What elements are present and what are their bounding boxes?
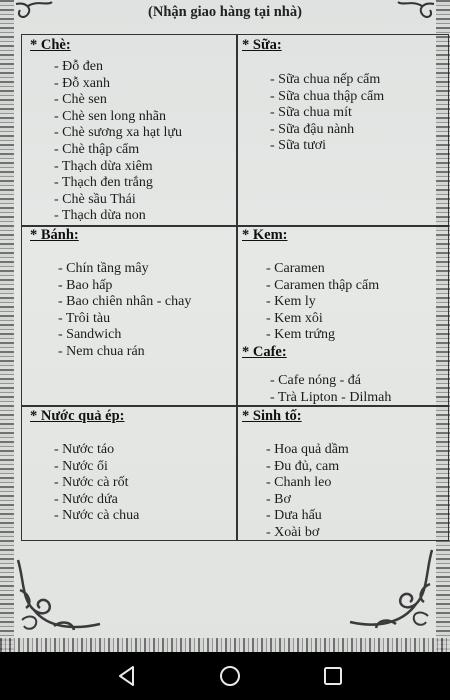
row-divider [22, 225, 448, 227]
list-banh [58, 261, 191, 361]
list-item: - Nước cà chua [54, 508, 140, 524]
list-item: - Xoài bơ [266, 524, 320, 540]
list-item: - Caramen [266, 261, 325, 276]
section-title-nuoc-qua-ep: * Nước quả ép: [30, 408, 125, 424]
list-item: - Chè sương xa hạt lựu [54, 125, 182, 141]
corner-ornament-bottom-left-icon [14, 550, 104, 638]
list-item: - Nước cà rốt [54, 475, 129, 491]
list-item: - Sữa chua mít [270, 105, 352, 121]
list-item: - Nem chua rán [58, 343, 145, 359]
list-item: - Sữa chua nếp cẩm [270, 72, 381, 87]
list-item: - Chanh leo [266, 475, 332, 491]
list-item: - Trà Lipton - Dilmah [270, 389, 392, 405]
section-title-cafe: * Cafe: [242, 344, 287, 360]
list-che [54, 59, 182, 225]
section-title-sua: * Sữa: [242, 37, 282, 53]
list-item: - Chè thập cẩm [54, 141, 140, 157]
recents-square-icon[interactable] [321, 664, 345, 688]
list-item: - Sữa tươi [270, 138, 327, 154]
list-item: - Thạch dừa xiêm [54, 158, 153, 174]
list-nuoc-qua-ep [54, 442, 139, 525]
list-item: - Kem trứng [266, 327, 336, 343]
list-item: - Thạch đen trắng [54, 175, 153, 191]
list-item: - Sandwich [58, 327, 122, 343]
list-item: - Dưa hấu [266, 508, 322, 524]
list-sua [270, 72, 384, 155]
column-divider [236, 35, 238, 540]
section-title-banh: * Bánh: [30, 227, 79, 243]
list-item: - Bơ [266, 491, 291, 507]
list-item: - Đu đủ, cam [266, 458, 340, 474]
list-item: - Bao chiên nhân - chay [58, 294, 192, 310]
home-circle-icon[interactable] [218, 664, 242, 688]
list-item: - Kem ly [266, 294, 316, 310]
list-cafe [270, 373, 391, 406]
section-title-che: * Chè: [30, 37, 71, 53]
list-item: - Sữa chua thập cẩm [270, 88, 385, 104]
list-item: - Nước dứa [54, 491, 118, 507]
back-triangle-icon[interactable] [115, 664, 139, 688]
list-item: - Chín tầng mây [58, 261, 149, 276]
list-item: - Chè sen long nhãn [54, 108, 166, 124]
list-item: - Caramen thập cẩm [266, 277, 380, 293]
list-item: - Chè sen [54, 92, 107, 108]
list-item: - Chè sầu Thái [54, 191, 136, 207]
list-item: - Thạch dừa non [54, 208, 146, 224]
list-sinh-to [266, 442, 349, 542]
delivery-note: (Nhận giao hàng tại nhà) [148, 4, 302, 20]
menu-table [21, 34, 449, 541]
section-title-kem: * Kem: [242, 227, 288, 243]
list-item: - Đỗ đen [54, 59, 103, 74]
list-item: - Bao hấp [58, 277, 113, 293]
list-item: - Kem xôi [266, 310, 323, 326]
decorative-border-bottom [0, 638, 450, 652]
list-item: - Sữa đậu nành [270, 121, 355, 137]
android-navigation-bar [0, 652, 450, 700]
list-item: - Cafe nóng - đá [270, 373, 361, 388]
list-item: - Trôi tàu [58, 310, 111, 326]
corner-ornament-bottom-right-icon [346, 540, 436, 638]
decorative-border-left [0, 0, 14, 652]
list-item: - Đỗ xanh [54, 75, 110, 91]
list-item: - Nước táo [54, 442, 115, 457]
list-item: - Hoa quả dầm [266, 442, 349, 457]
section-title-sinh-to: * Sinh tố: [242, 408, 302, 424]
list-item: - Nước ổi [54, 458, 108, 474]
list-kem [266, 261, 379, 344]
